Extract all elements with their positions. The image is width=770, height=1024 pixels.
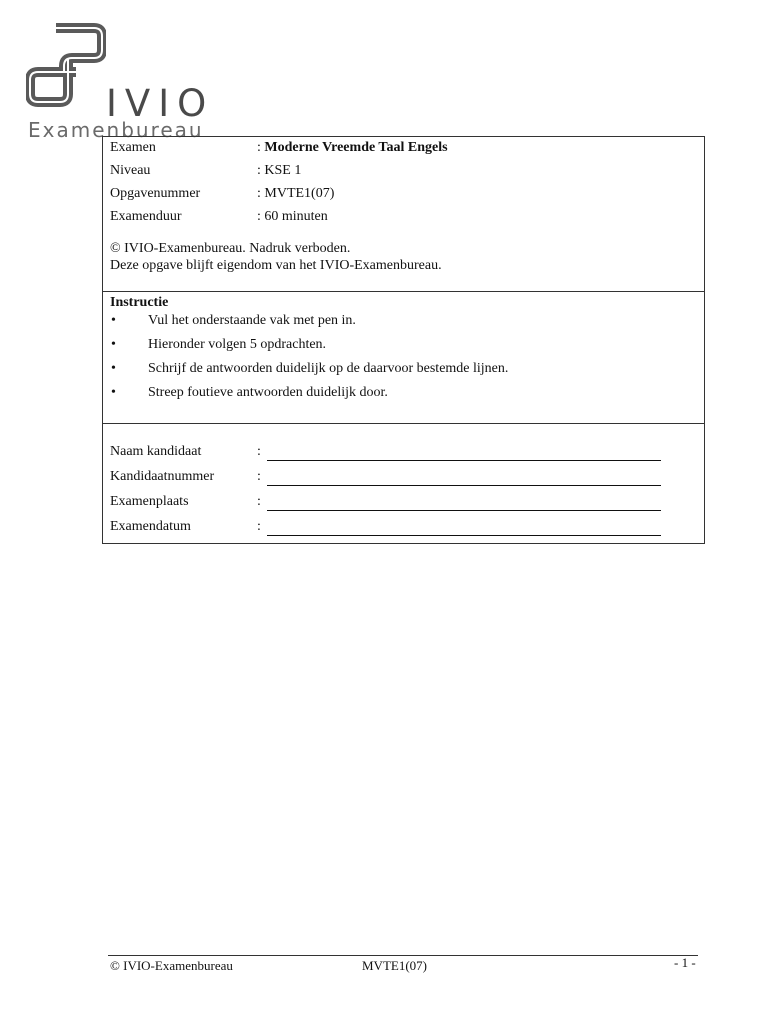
exam-info-box — [102, 136, 705, 544]
level-label: Niveau — [110, 163, 151, 178]
ivio-logo — [26, 20, 215, 142]
page-number: - 1 - — [674, 955, 696, 970]
level-value-text: KSE 1 — [264, 163, 302, 178]
duration-value-text: 60 minuten — [264, 209, 328, 224]
ivio-logo-mark-icon — [26, 20, 106, 110]
candidate-name-field[interactable]: Naam kandidaat : — [110, 444, 700, 464]
candidate-name-line[interactable] — [267, 460, 661, 461]
bullet-icon: • — [111, 385, 116, 400]
level-value: : KSE 1 — [257, 163, 302, 178]
exam-date-label: Examendatum — [110, 519, 191, 534]
footer-code: MVTE1(07) — [362, 958, 427, 973]
bullet-icon: • — [111, 361, 116, 376]
assignment-number-value-text: MVTE1(07) — [264, 186, 335, 201]
copyright-line-1: © IVIO-Examenbureau. Nadruk verboden. — [110, 241, 351, 256]
assignment-number-value: : MVTE1(07) — [257, 186, 335, 201]
exam-details-section — [103, 137, 704, 292]
instruction-text: Streep foutieve antwoorden duidelijk door. — [148, 385, 388, 400]
exam-label: Examen — [110, 140, 156, 155]
footer-divider — [108, 955, 698, 956]
footer-copyright: © IVIO-Examenbureau — [110, 958, 233, 973]
candidate-number-label: Kandidaatnummer — [110, 469, 215, 484]
bullet-icon: • — [111, 313, 116, 328]
exam-value-text: Moderne Vreemde Taal Engels — [264, 140, 448, 155]
logo-wordmark: IVIO — [106, 82, 215, 125]
candidate-name-label: Naam kandidaat — [110, 444, 202, 459]
bullet-icon: • — [111, 337, 116, 352]
copyright-notice — [110, 240, 442, 274]
instruction-text: Hieronder volgen 5 opdrachten. — [148, 337, 327, 352]
exam-location-field[interactable]: Examenplaats : — [110, 494, 700, 514]
candidate-number-line[interactable] — [267, 485, 661, 486]
instructions-title: Instructie — [110, 295, 169, 310]
copyright-line-2: Deze opgave blijft eigendom van het IVIO-Examenbureau. — [110, 258, 442, 273]
candidate-section — [103, 424, 704, 543]
logo-subtitle: Examenbureau — [28, 118, 204, 142]
assignment-number-label: Opgavenummer — [110, 186, 201, 201]
exam-value: : Moderne Vreemde Taal Engels — [257, 140, 448, 155]
duration-label: Examenduur — [110, 209, 182, 224]
exam-date-line[interactable] — [267, 535, 661, 536]
instruction-text: Vul het onderstaande vak met pen in. — [148, 313, 356, 328]
candidate-number-field[interactable]: Kandidaatnummer : — [110, 469, 700, 489]
exam-location-line[interactable] — [267, 510, 661, 511]
instruction-text: Schrijf de antwoorden duidelijk op de daarvoor bestemde lijnen. — [148, 361, 509, 376]
duration-value: : 60 minuten — [257, 209, 328, 224]
exam-location-label: Examenplaats — [110, 494, 189, 509]
exam-date-field[interactable]: Examendatum : — [110, 519, 700, 539]
instructions-section — [103, 292, 704, 424]
